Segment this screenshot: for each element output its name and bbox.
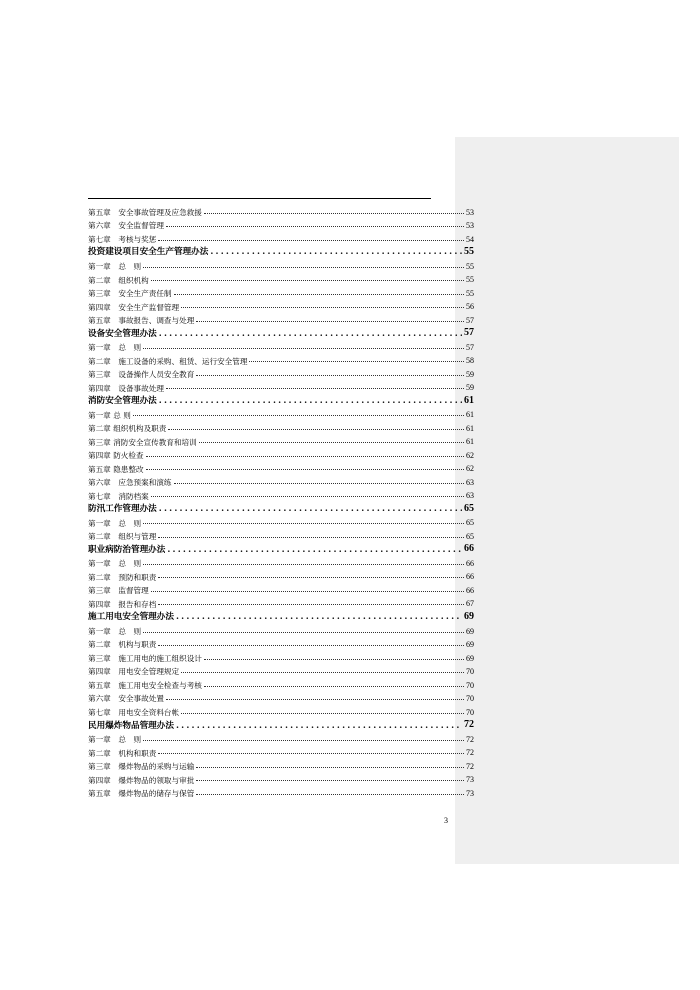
toc-leader-dots [210,248,462,257]
toc-entry-label: 第五章 爆炸物品的储存与保管 [88,789,195,799]
toc-entry-page: 61 [466,423,474,433]
toc-section-title[interactable] [88,717,474,731]
toc-entry-page: 61 [464,394,474,406]
toc-entry-label: 第一章 总 则 [88,626,142,636]
toc-chapter-entry[interactable] [88,446,474,460]
toc-section-title[interactable] [88,392,474,406]
toc-entry-page: 57 [464,327,474,339]
toc-entry-page: 70 [466,694,474,704]
toc-leader-dots [146,469,464,470]
toc-entry-page: 57 [466,342,474,352]
toc-entry-page: 66 [466,585,474,595]
toc-entry-page: 59 [466,369,474,379]
toc-leader-dots [168,429,464,430]
toc-leader-dots [143,348,464,349]
toc-leader-dots [174,294,464,295]
header-rule [88,198,431,199]
toc-chapter-entry[interactable] [88,622,474,636]
toc-leader-dots [181,307,464,308]
toc-chapter-entry[interactable] [88,784,474,798]
toc-entry-label: 第一章 总 则 [88,735,142,745]
toc-leader-dots [181,672,464,673]
toc-entry-page: 72 [466,748,474,758]
toc-leader-dots [143,267,464,268]
toc-entry-label: 防汛工作管理办法 [88,504,157,515]
toc-entry-page: 57 [466,315,474,325]
toc-chapter-entry[interactable] [88,703,474,717]
toc-entry-label: 第五章 隐患整改 [88,464,144,474]
document-page [88,0,474,990]
toc-entry-label: 施工用电安全管理办法 [88,612,174,623]
toc-entry-label: 第三章 安全生产责任制 [88,289,172,299]
toc-entry-page: 55 [466,261,474,271]
toc-entry-label: 第三章 爆炸物品的采购与运输 [88,762,195,772]
toc-entry-label: 投资建设项目安全生产管理办法 [88,247,209,258]
toc-entry-label: 第二章 组织机构及职责 [88,424,167,434]
toc-chapter-entry[interactable] [88,311,474,325]
toc-chapter-entry[interactable] [88,298,474,312]
toc-entry-label: 第三章 消防安全宣传教育和培训 [88,437,197,447]
toc-chapter-entry[interactable] [88,514,474,528]
toc-section-title[interactable] [88,500,474,514]
toc-entry-page: 66 [464,543,474,555]
table-of-contents [88,203,474,798]
toc-chapter-entry[interactable] [88,527,474,541]
toc-chapter-entry[interactable] [88,217,474,231]
toc-entry-page: 54 [466,234,474,244]
toc-entry-page: 58 [466,356,474,366]
toc-chapter-entry[interactable] [88,568,474,582]
toc-entry-label: 第二章 机构和职责 [88,748,157,758]
toc-chapter-entry[interactable] [88,460,474,474]
toc-leader-dots [196,794,464,795]
toc-chapter-entry[interactable] [88,649,474,663]
toc-entry-page: 53 [466,221,474,231]
comment-pane [455,137,679,864]
toc-chapter-entry[interactable] [88,365,474,379]
toc-chapter-entry[interactable] [88,554,474,568]
toc-entry-page: 56 [466,302,474,312]
toc-entry-page: 72 [466,734,474,744]
toc-chapter-entry[interactable] [88,757,474,771]
toc-entry-page: 69 [466,640,474,650]
toc-leader-dots [159,505,462,514]
toc-leader-dots [166,226,464,227]
toc-chapter-entry[interactable] [88,473,474,487]
toc-entry-page: 70 [466,680,474,690]
toc-leader-dots [151,496,464,497]
toc-leader-dots [176,722,462,731]
toc-entry-label: 第一章 总 则 [88,343,142,353]
toc-entry-label: 消防安全管理办法 [88,396,157,407]
toc-section-title[interactable] [88,244,474,258]
toc-entry-page: 55 [466,275,474,285]
toc-entry-label: 第四章 设备事故处理 [88,383,164,393]
toc-entry-label: 第四章 报告和存档 [88,599,157,609]
toc-chapter-entry[interactable] [88,352,474,366]
toc-leader-dots [204,659,464,660]
toc-leader-dots [196,321,464,322]
toc-leader-dots [159,397,462,406]
toc-chapter-entry[interactable] [88,406,474,420]
toc-entry-label: 第二章 组织机构 [88,275,149,285]
toc-leader-dots [196,767,464,768]
toc-entry-page: 55 [464,246,474,258]
toc-leader-dots [158,240,464,241]
toc-leader-dots [151,591,464,592]
toc-leader-dots [167,546,462,555]
toc-entry-page: 61 [466,437,474,447]
toc-chapter-entry[interactable] [88,690,474,704]
toc-entry-page: 66 [466,558,474,568]
toc-entry-label: 第三章 设备操作人员安全教育 [88,370,195,380]
toc-entry-page: 70 [466,667,474,677]
toc-chapter-entry[interactable] [88,379,474,393]
toc-entry-label: 第一章 总 则 [88,518,142,528]
toc-chapter-entry[interactable] [88,636,474,650]
toc-leader-dots [151,280,464,281]
toc-section-title[interactable] [88,608,474,622]
toc-entry-label: 第二章 组织与管理 [88,532,157,542]
toc-entry-page: 63 [466,491,474,501]
toc-entry-page: 73 [466,788,474,798]
toc-entry-label: 第五章 安全事故管理及应急救援 [88,207,202,217]
toc-entry-label: 第二章 施工设备的采购、租赁、运行安全管理 [88,356,248,366]
toc-leader-dots [143,632,464,633]
toc-leader-dots [158,753,464,754]
toc-entry-page: 69 [466,626,474,636]
toc-leader-dots [159,330,462,339]
toc-entry-page: 72 [464,719,474,731]
toc-entry-page: 59 [466,383,474,393]
toc-chapter-entry[interactable] [88,771,474,785]
toc-entry-page: 72 [466,761,474,771]
toc-chapter-entry[interactable] [88,203,474,217]
toc-leader-dots [158,604,464,605]
toc-leader-dots [133,415,464,416]
toc-section-title[interactable] [88,325,474,339]
toc-leader-dots [166,699,464,700]
toc-entry-page: 63 [466,477,474,487]
toc-leader-dots [146,456,464,457]
toc-leader-dots [174,483,464,484]
toc-chapter-entry[interactable] [88,595,474,609]
toc-chapter-entry[interactable] [88,676,474,690]
toc-leader-dots [204,213,464,214]
toc-chapter-entry[interactable] [88,257,474,271]
toc-entry-page: 69 [466,653,474,663]
toc-entry-label: 第五章 施工用电安全检查与考核 [88,680,202,690]
toc-entry-page: 65 [464,502,474,514]
toc-leader-dots [204,686,464,687]
toc-entry-page: 53 [466,207,474,217]
toc-entry-label: 第二章 预防和职责 [88,572,157,582]
toc-section-title[interactable] [88,541,474,555]
toc-entry-label: 职业病防治管理办法 [88,544,166,555]
toc-leader-dots [196,375,464,376]
toc-entry-label: 第三章 监督管理 [88,586,149,596]
toc-chapter-entry[interactable] [88,663,474,677]
toc-leader-dots [158,577,464,578]
toc-chapter-entry[interactable] [88,338,474,352]
toc-leader-dots [158,645,464,646]
toc-entry-label: 第一章 总 则 [88,559,142,569]
page-number: 3 [444,816,448,825]
toc-entry-label: 第七章 考核与奖惩 [88,234,157,244]
toc-leader-dots [196,780,464,781]
toc-entry-label: 民用爆炸物品管理办法 [88,720,174,731]
toc-entry-page: 70 [466,707,474,717]
toc-entry-label: 第三章 施工用电的施工组织设计 [88,653,202,663]
toc-entry-page: 65 [466,518,474,528]
toc-chapter-entry[interactable] [88,487,474,501]
toc-entry-label: 第六章 安全事故处置 [88,694,164,704]
toc-leader-dots [249,361,464,362]
toc-chapter-entry[interactable] [88,730,474,744]
toc-entry-label: 第一章 总 则 [88,261,142,271]
toc-entry-label: 第二章 机构与职责 [88,640,157,650]
toc-leader-dots [166,388,464,389]
toc-chapter-entry[interactable] [88,230,474,244]
toc-chapter-entry[interactable] [88,419,474,433]
toc-entry-label: 第五章 事故报告、调查与处理 [88,316,195,326]
toc-chapter-entry[interactable] [88,744,474,758]
toc-leader-dots [143,740,464,741]
toc-chapter-entry[interactable] [88,581,474,595]
toc-entry-page: 62 [466,450,474,460]
toc-entry-page: 61 [466,410,474,420]
toc-entry-label: 第七章 用电安全资料台帐 [88,708,180,717]
toc-chapter-entry[interactable] [88,284,474,298]
toc-entry-label: 设备安全管理办法 [88,328,157,339]
toc-entry-page: 73 [466,775,474,785]
toc-entry-page: 67 [466,599,474,609]
toc-entry-label: 第六章 应急预案和演练 [88,478,172,488]
toc-entry-page: 65 [466,531,474,541]
toc-entry-label: 第四章 安全生产监督管理 [88,302,180,312]
toc-entry-label: 第四章 爆炸物品的领取与审批 [88,775,195,785]
toc-leader-dots [143,523,464,524]
toc-entry-label: 第七章 消防档案 [88,491,149,501]
toc-entry-label: 第四章 防火检查 [88,451,144,461]
toc-entry-page: 66 [466,572,474,582]
toc-entry-page: 62 [466,464,474,474]
toc-leader-dots [176,613,462,622]
toc-leader-dots [181,713,464,714]
toc-chapter-entry[interactable] [88,433,474,447]
toc-entry-page: 55 [466,288,474,298]
toc-leader-dots [143,564,464,565]
toc-chapter-entry[interactable] [88,271,474,285]
toc-entry-label: 第六章 安全监督管理 [88,221,164,231]
toc-leader-dots [158,537,464,538]
toc-entry-page: 69 [464,610,474,622]
toc-entry-label: 第四章 用电安全管理规定 [88,667,180,677]
toc-entry-label: 第一章 总 则 [88,410,131,420]
toc-leader-dots [199,442,464,443]
